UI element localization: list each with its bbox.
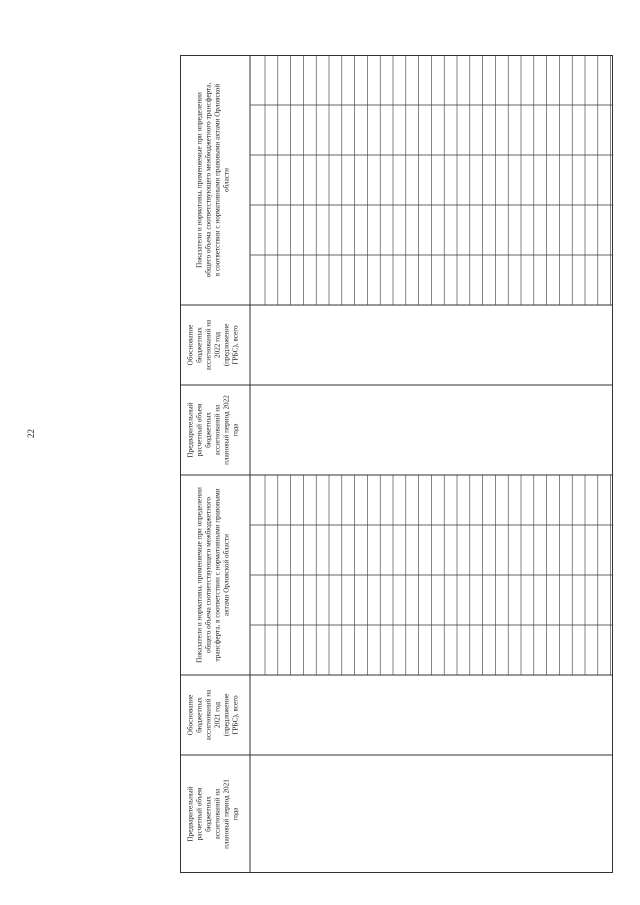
header-text-line: Обоснование: [186, 694, 195, 736]
header-text-line: бюджетных: [195, 327, 204, 363]
header-text-line: бюджетных: [204, 412, 213, 448]
header-text-line: Показатели и нормативы, применяемые при определении: [195, 92, 204, 268]
header-text-line: 2022 год: [213, 332, 222, 358]
header-text-line: (предложение: [222, 693, 231, 737]
table-border: [181, 56, 613, 873]
header-text-line: года: [231, 807, 240, 821]
header-text-line: Предварительный: [186, 402, 195, 458]
header-text-line: общего объема соответствующего межбюджетного трансферта,: [204, 82, 213, 278]
header-text-line: расчетный объем: [195, 403, 204, 457]
header-prelim-2021: [187, 779, 240, 849]
page-number: 22: [26, 429, 36, 438]
header-text-line: трансферта, в соответствии с нормативными правовыми: [213, 488, 222, 662]
header-text-line: расчетный объем: [195, 787, 204, 841]
header-justification-2021: [187, 689, 240, 740]
header-text-line: плановый период 2022: [222, 395, 231, 465]
header-text-line: области: [222, 167, 231, 193]
header-text-line: Показатели и нормативы, применяемые при определении: [195, 487, 204, 663]
header-prelim-2022: [187, 395, 240, 465]
header-text-line: ГРБС), всего: [231, 695, 240, 735]
header-indicators-2022: [196, 83, 231, 278]
header-indicators-2021: [196, 487, 231, 663]
header-justification-2022: [187, 319, 240, 370]
header-text-line: Обоснование: [186, 324, 195, 366]
header-text-line: бюджетных: [195, 697, 204, 733]
header-text-line: плановый период 2021: [222, 779, 231, 849]
header-text-line: ассигнований на: [213, 404, 222, 456]
header-text-line: (предложение: [222, 323, 231, 367]
header-text-line: года: [231, 423, 240, 437]
table-grid: [180, 55, 613, 873]
header-text-line: Предварительный: [186, 786, 195, 842]
header-text-line: бюджетных: [204, 796, 213, 832]
header-text-line: в соответствии с нормативными правовыми актами Орловской: [213, 83, 222, 277]
header-text-line: ГРБС), всего: [231, 325, 240, 365]
header-text-line: 2021 год: [213, 702, 222, 728]
header-text-line: общего объема соответствующего межбюджетного: [204, 496, 213, 654]
rotated-table: [180, 55, 613, 873]
header-text-line: ассигнований на: [204, 319, 213, 371]
header-text-line: актами Орловской области: [222, 534, 231, 616]
header-text-line: ассигнований на: [204, 689, 213, 741]
header-text-line: ассигнований на: [213, 788, 222, 840]
